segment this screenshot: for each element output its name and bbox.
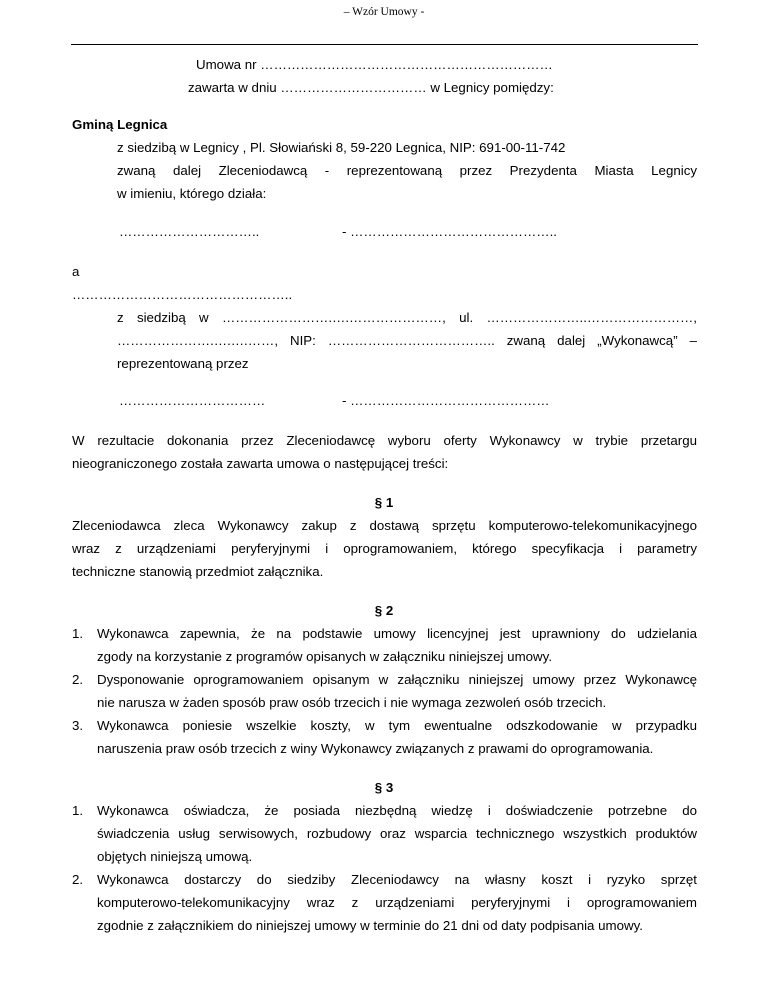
party2-address: z siedzibą w …………………….….…………………, ul. …………………..……………………, <box>117 310 697 325</box>
header-divider <box>71 44 698 45</box>
party2-nip: ………………….….….……, NIP: ……………………………….. zwaną dalej „Wykonawcą” – <box>117 333 697 348</box>
party1-name: Gminą Legnica <box>72 117 168 132</box>
party2-signatory-title: - ……………………………………… <box>342 393 550 408</box>
list-item-number: 2. <box>72 672 84 687</box>
section-2-heading: § 2 <box>374 603 394 618</box>
party1-signatory-name: ………………………….. <box>119 224 260 239</box>
list-item-number: 3. <box>72 718 84 733</box>
list-item-text-cont: nie narusza w żaden sposób praw osób trzecich i nie wymaga zezwoleń osób trzecich. <box>97 695 607 710</box>
party2-representation: reprezentowaną przez <box>117 356 249 371</box>
contract-number-line: Umowa nr ………………………………………………………… <box>196 57 553 72</box>
party2-name-blank: ………………………………………….. <box>72 287 293 302</box>
section-1-text-cont: wraz z urządzeniami peryferyjnymi i oprogramowaniem, którego specyfikacja i parametry <box>72 541 697 556</box>
party1-signatory-title: - ……………………………………….. <box>342 224 557 239</box>
section-1-text-end: techniczne stanowią przedmiot załącznika. <box>72 564 324 579</box>
party2-signatory-name: …………………………… <box>119 393 266 408</box>
section-1-heading: § 1 <box>374 495 394 510</box>
conjunction: a <box>72 264 80 279</box>
list-item-text: Wykonawca oświadcza, że posiada niezbędną wiedzę i doświadczenie potrzebne do <box>97 803 697 818</box>
list-item-text: Wykonawca poniesie wszelkie koszty, w tym ewentualne odszkodowanie w przypadku <box>97 718 697 733</box>
intro-paragraph: W rezultacie dokonania przez Zleceniodawcę wyboru oferty Wykonawcy w trybie przetargu <box>72 433 697 448</box>
list-item-text-end: objętych niniejszą umową. <box>97 849 253 864</box>
page-header: – Wzór Umowy - <box>343 6 425 18</box>
party1-representation-cont: w imieniu, którego działa: <box>117 186 267 201</box>
intro-paragraph-cont: nieograniczonego została zawarta umowa o następującej treści: <box>72 456 449 471</box>
list-item-number: 1. <box>72 803 84 818</box>
list-item-text: Wykonawca dostarczy do siedziby Zleceniodawcy na własny koszt i ryzyko sprzęt <box>97 872 697 887</box>
list-item-text-cont: zgody na korzystanie z programów opisanych w załączniku niniejszej umowy. <box>97 649 553 664</box>
section-1-text: Zleceniodawca zleca Wykonawcy zakup z dostawą sprzętu komputerowo-telekomunikacyjnego <box>72 518 697 533</box>
list-item-number: 1. <box>72 626 84 641</box>
section-3-heading: § 3 <box>374 780 394 795</box>
list-item-text-cont: komputerowo-telekomunikacyjny wraz z urządzeniami peryferyjnymi i oprogramowaniem <box>97 895 697 910</box>
list-item-text: Dysponowanie oprogramowaniem opisanym w załączniku niniejszej umowy przez Wykonawcę <box>97 672 697 687</box>
list-item-text: Wykonawca zapewnia, że na podstawie umowy licencyjnej jest uprawniony do udzielania <box>97 626 697 641</box>
party1-representation: zwaną dalej Zleceniodawcą - reprezentowaną przez Prezydenta Miasta Legnicy <box>117 163 697 178</box>
list-item-text-end: zgodnie z załącznikiem do niniejszej umowy w terminie do 21 dni od daty podpisania umowy. <box>97 918 643 933</box>
party1-address: z siedzibą w Legnicy , Pl. Słowiański 8, 59-220 Legnica, NIP: 691-00-11-742 <box>117 140 566 155</box>
contract-date-line: zawarta w dniu …………………………… w Legnicy pomiędzy: <box>188 80 554 95</box>
list-item-text-cont: świadczenia usług serwisowych, rozbudowy oraz wsparcia technicznego wszystkich produktów <box>97 826 697 841</box>
list-item-number: 2. <box>72 872 84 887</box>
list-item-text-cont: naruszenia praw osób trzecich z winy Wykonawcy związanych z prawami do oprogramowania. <box>97 741 654 756</box>
